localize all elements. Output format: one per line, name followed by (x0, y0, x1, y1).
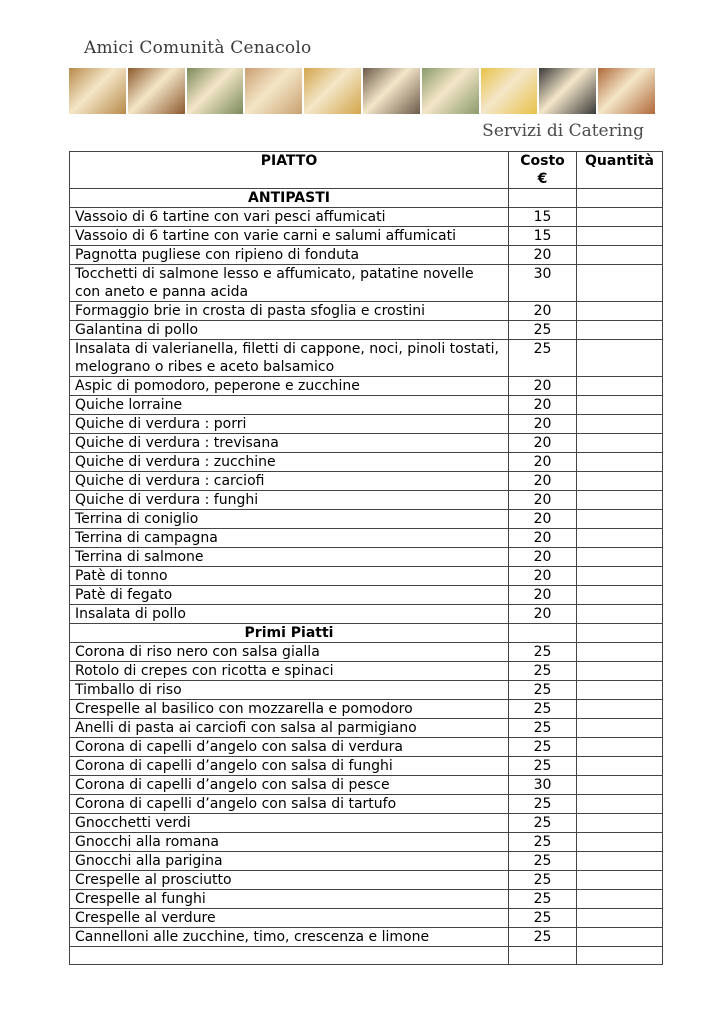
dish-name: Terrina di campagna (70, 529, 509, 548)
table-row (70, 605, 663, 624)
dish-name: Anelli di pasta ai carciofi con salsa al parmigiano (70, 719, 509, 738)
table-row (70, 434, 663, 453)
food-photo-strip (69, 68, 655, 114)
quantity-cell[interactable] (577, 586, 663, 605)
dish-cost: 20 (509, 548, 577, 567)
dish-name: Pagnotta pugliese con ripieno di fonduta (70, 246, 509, 265)
table-row (70, 586, 663, 605)
dish-name: Quiche di verdura : carciofi (70, 472, 509, 491)
table-row (70, 909, 663, 928)
dish-name: Crespelle al verdure (70, 909, 509, 928)
salad-photo (422, 68, 479, 114)
quantity-cell[interactable] (577, 795, 663, 814)
dish-cost: 25 (509, 738, 577, 757)
antipasti-photo (69, 68, 126, 114)
dish-cost: 15 (509, 208, 577, 227)
section-title: Primi Piatti (70, 624, 509, 643)
table-row (70, 321, 663, 340)
table-header-row (70, 152, 663, 189)
quantity-cell[interactable] (577, 208, 663, 227)
risotto-photo (481, 68, 538, 114)
header-quantita: Quantità (577, 152, 663, 189)
quantity-cell[interactable] (577, 852, 663, 871)
quantity-cell[interactable] (577, 757, 663, 776)
quantity-cell[interactable] (577, 681, 663, 700)
quantity-cell[interactable] (577, 453, 663, 472)
dish-cost: 20 (509, 415, 577, 434)
dish-name: Corona di capelli d’angelo con salsa di verdura (70, 738, 509, 757)
quantity-cell[interactable] (577, 833, 663, 852)
dish-name: Terrina di salmone (70, 548, 509, 567)
table-row (70, 302, 663, 321)
dish-cost: 20 (509, 377, 577, 396)
quantity-cell[interactable] (577, 662, 663, 681)
quantity-cell[interactable] (577, 529, 663, 548)
dish-cost: 25 (509, 643, 577, 662)
dish-cost: 20 (509, 302, 577, 321)
table-row (70, 852, 663, 871)
quantity-cell[interactable] (577, 738, 663, 757)
dish-name: Corona di riso nero con salsa gialla (70, 643, 509, 662)
dish-name: Rotolo di crepes con ricotta e spinaci (70, 662, 509, 681)
table-row (70, 548, 663, 567)
dish-name: Crespelle al prosciutto (70, 871, 509, 890)
table-row (70, 208, 663, 227)
dish-name: Terrina di coniglio (70, 510, 509, 529)
dish-name: Quiche di verdura : porri (70, 415, 509, 434)
dish-cost: 20 (509, 491, 577, 510)
header-costo: Costo € (509, 152, 577, 189)
quantity-cell[interactable] (577, 321, 663, 340)
quantity-cell[interactable] (577, 700, 663, 719)
quantity-cell[interactable] (577, 871, 663, 890)
dish-cost: 25 (509, 871, 577, 890)
quantity-cell[interactable] (577, 719, 663, 738)
dish-cost: 25 (509, 681, 577, 700)
dish-cost: 30 (509, 265, 577, 302)
section-row (70, 189, 663, 208)
table-row (70, 510, 663, 529)
dish-name: Quiche di verdura : zucchine (70, 453, 509, 472)
dish-name: Gnocchi alla parigina (70, 852, 509, 871)
dish-name: Quiche di verdura : funghi (70, 491, 509, 510)
dish-name: Gnocchi alla romana (70, 833, 509, 852)
dish-name: Vassoio di 6 tartine con vari pesci affumicati (70, 208, 509, 227)
quantity-cell[interactable] (577, 776, 663, 795)
table-row (70, 890, 663, 909)
table-row (70, 814, 663, 833)
quantity-cell[interactable] (577, 340, 663, 377)
table-row (70, 871, 663, 890)
quantity-cell[interactable] (577, 605, 663, 624)
menu-table (69, 151, 663, 965)
quantity-cell[interactable] (577, 377, 663, 396)
platter-photo (245, 68, 302, 114)
dish-cost: 25 (509, 662, 577, 681)
table-row (70, 265, 663, 302)
skewers-photo (598, 68, 655, 114)
dish-cost: 25 (509, 700, 577, 719)
quantity-cell[interactable] (577, 890, 663, 909)
quantity-cell[interactable] (577, 643, 663, 662)
dish-name: Cannelloni alle zucchine, timo, crescenza e limone (70, 928, 509, 947)
dish-name: Insalata di valerianella, filetti di cappone, noci, pinoli tostati, melograno o ribes e aceto balsamico (70, 340, 509, 377)
dish-cost: 25 (509, 890, 577, 909)
dish-cost: 25 (509, 852, 577, 871)
dish-cost: 20 (509, 246, 577, 265)
section-title: ANTIPASTI (70, 189, 509, 208)
table-row (70, 738, 663, 757)
dish-cost: 20 (509, 396, 577, 415)
dish-cost: 20 (509, 567, 577, 586)
table-row (70, 567, 663, 586)
dish-cost: 20 (509, 605, 577, 624)
header-piatto: PIATTO (70, 152, 509, 189)
dish-cost: 25 (509, 795, 577, 814)
quantity-cell[interactable] (577, 928, 663, 947)
dish-name: Corona di capelli d’angelo con salsa di funghi (70, 757, 509, 776)
dish-cost: 20 (509, 453, 577, 472)
dish-cost: 25 (509, 340, 577, 377)
dessert-photo (539, 68, 596, 114)
dish-cost: 15 (509, 227, 577, 246)
empty-cell (70, 947, 509, 965)
dish-name: Crespelle al basilico con mozzarella e pomodoro (70, 700, 509, 719)
section-row (70, 624, 663, 643)
quantity-cell[interactable] (577, 396, 663, 415)
quantity-cell[interactable] (577, 814, 663, 833)
dish-name: Patè di tonno (70, 567, 509, 586)
table-row (70, 757, 663, 776)
artichoke-photo (187, 68, 244, 114)
table-row (70, 719, 663, 738)
dish-name: Corona di capelli d’angelo con salsa di tartufo (70, 795, 509, 814)
table-row (70, 700, 663, 719)
dish-name: Aspic di pomodoro, peperone e zucchine (70, 377, 509, 396)
dish-name: Formaggio brie in crosta di pasta sfoglia e crostini (70, 302, 509, 321)
quantity-cell[interactable] (577, 909, 663, 928)
table-row (70, 776, 663, 795)
dish-cost: 20 (509, 510, 577, 529)
dish-cost: 20 (509, 472, 577, 491)
quantity-cell[interactable] (577, 415, 663, 434)
table-row (70, 415, 663, 434)
quantity-cell[interactable] (577, 302, 663, 321)
table-row (70, 833, 663, 852)
brand-title: Amici Comunità Cenacolo (84, 38, 312, 58)
table-row (70, 472, 663, 491)
table-row (70, 396, 663, 415)
dish-cost: 25 (509, 757, 577, 776)
pizza-photo (304, 68, 361, 114)
dish-name: Gnocchetti verdi (70, 814, 509, 833)
dish-cost: 25 (509, 833, 577, 852)
dish-name: Insalata di pollo (70, 605, 509, 624)
dish-name: Quiche lorraine (70, 396, 509, 415)
dish-cost: 25 (509, 909, 577, 928)
table-row (70, 529, 663, 548)
table-row (70, 662, 663, 681)
table-row (70, 246, 663, 265)
dish-cost: 30 (509, 776, 577, 795)
dish-name: Patè di fegato (70, 586, 509, 605)
table-row (70, 453, 663, 472)
dish-name: Tocchetti di salmone lesso e affumicato, patatine novelle con aneto e panna acida (70, 265, 509, 302)
empty-cell (577, 189, 663, 208)
empty-cell (577, 624, 663, 643)
menu-body (70, 189, 663, 965)
dish-name: Crespelle al funghi (70, 890, 509, 909)
dish-name: Galantina di pollo (70, 321, 509, 340)
table-row (70, 491, 663, 510)
table-row (70, 340, 663, 377)
empty-cell (509, 947, 577, 965)
tartine-photo (128, 68, 185, 114)
table-row (70, 227, 663, 246)
dish-cost: 20 (509, 586, 577, 605)
quantity-cell[interactable] (577, 227, 663, 246)
quantity-cell[interactable] (577, 265, 663, 302)
dish-name: Timballo di riso (70, 681, 509, 700)
table-row (70, 377, 663, 396)
dish-name: Quiche di verdura : trevisana (70, 434, 509, 453)
dish-cost: 25 (509, 814, 577, 833)
table-row (70, 795, 663, 814)
document-subtitle: Servizi di Catering (482, 121, 644, 141)
dish-name: Corona di capelli d’angelo con salsa di pesce (70, 776, 509, 795)
dish-cost: 25 (509, 321, 577, 340)
dish-cost: 20 (509, 434, 577, 453)
quantity-cell[interactable] (577, 246, 663, 265)
seafood-photo (363, 68, 420, 114)
quantity-cell[interactable] (577, 472, 663, 491)
table-row (70, 681, 663, 700)
quantity-cell[interactable] (577, 491, 663, 510)
quantity-cell[interactable] (577, 548, 663, 567)
quantity-cell[interactable] (577, 434, 663, 453)
empty-cell (509, 189, 577, 208)
empty-cell (577, 947, 663, 965)
quantity-cell[interactable] (577, 510, 663, 529)
dish-cost: 25 (509, 928, 577, 947)
table-row (70, 928, 663, 947)
quantity-cell[interactable] (577, 567, 663, 586)
empty-cell (509, 624, 577, 643)
table-row (70, 643, 663, 662)
dish-cost: 25 (509, 719, 577, 738)
dish-cost: 20 (509, 529, 577, 548)
dish-name: Vassoio di 6 tartine con varie carni e salumi affumicati (70, 227, 509, 246)
blank-row (70, 947, 663, 965)
